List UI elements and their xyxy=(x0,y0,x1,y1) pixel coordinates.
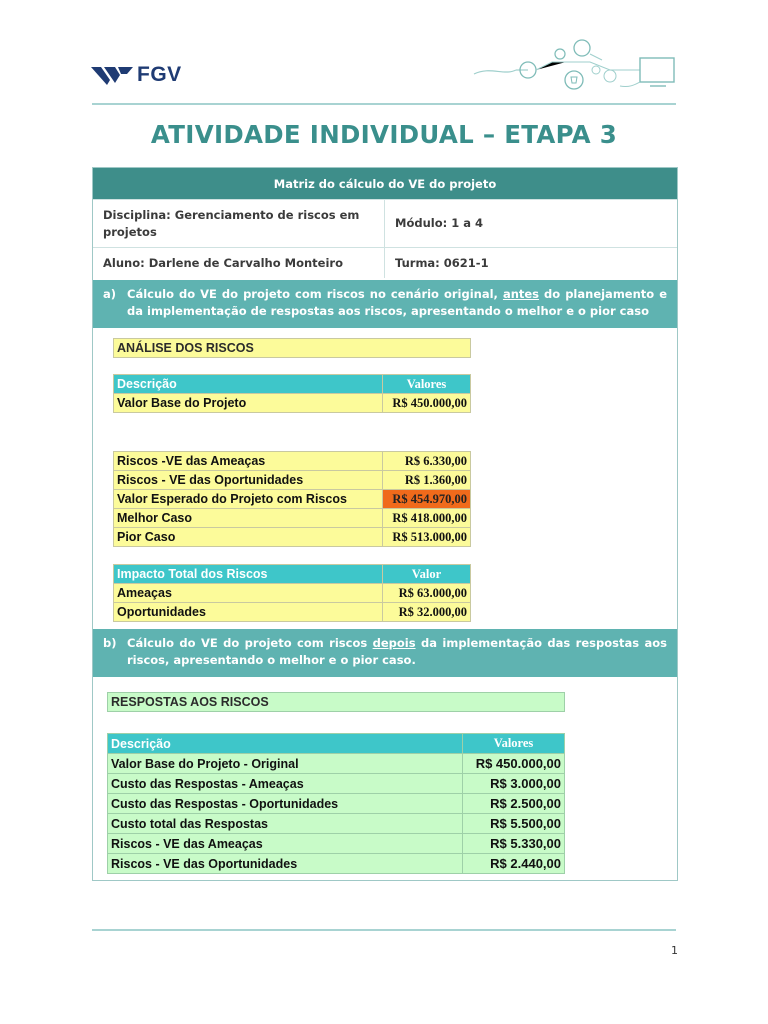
row-value: R$ 418.000,00 xyxy=(383,509,471,528)
row-description: Valor Base do Projeto - Original xyxy=(108,754,463,774)
row-value: R$ 5.330,00 xyxy=(463,834,565,854)
footer-divider xyxy=(92,929,676,931)
responses-title: RESPOSTAS AOS RISCOS xyxy=(107,692,565,712)
row-value: R$ 1.360,00 xyxy=(383,471,471,490)
row-description: Riscos - VE das Ameaças xyxy=(108,834,463,854)
row-value: R$ 450.000,00 xyxy=(463,754,565,774)
row-description: Ameaças xyxy=(114,584,383,603)
table-header-row xyxy=(114,375,471,394)
row-description: Custo das Respostas - Oportunidades xyxy=(108,794,463,814)
row-value: R$ 63.000,00 xyxy=(383,584,471,603)
aluno-cell: Aluno: Darlene de Carvalho Monteiro xyxy=(93,248,385,278)
table-row xyxy=(114,603,471,622)
section-b-band xyxy=(93,629,677,677)
table-row xyxy=(114,509,471,528)
row-value: R$ 32.000,00 xyxy=(383,603,471,622)
table-row xyxy=(108,854,565,874)
header-description: Descrição xyxy=(114,375,383,394)
row-value: R$ 3.000,00 xyxy=(463,774,565,794)
page-title: ATIVIDADE INDIVIDUAL – ETAPA 3 xyxy=(150,120,618,149)
info-row-student xyxy=(93,247,677,278)
table-row xyxy=(114,471,471,490)
row-description: Valor Esperado do Projeto com Riscos xyxy=(114,490,383,509)
matrix-title: Matriz do cálculo do VE do projeto xyxy=(93,168,677,199)
modulo-cell: Módulo: 1 a 4 xyxy=(395,216,483,230)
row-value: R$ 450.000,00 xyxy=(383,394,471,413)
section-a-band xyxy=(93,280,677,328)
table-row xyxy=(108,834,565,854)
row-value: R$ 6.330,00 xyxy=(383,452,471,471)
disciplina-cell: Disciplina: Gerenciamento de riscos em projetos xyxy=(93,200,385,247)
fgv-logo-icon xyxy=(91,64,135,86)
header-description: Impacto Total dos Riscos xyxy=(114,565,383,584)
row-value: R$ 5.500,00 xyxy=(463,814,565,834)
fgv-logo xyxy=(91,64,182,86)
header-description: Descrição xyxy=(108,734,463,754)
logo-text: FGV xyxy=(137,63,182,86)
row-description: Riscos - VE das Oportunidades xyxy=(108,854,463,874)
table-row xyxy=(108,774,565,794)
table-row xyxy=(108,814,565,834)
row-description: Pior Caso xyxy=(114,528,383,547)
section-a-label: a) xyxy=(103,287,117,301)
table-row xyxy=(114,584,471,603)
table-row xyxy=(108,754,565,774)
section-b-text xyxy=(127,635,667,677)
base-value-table xyxy=(113,374,471,413)
row-description: Oportunidades xyxy=(114,603,383,622)
section-b-underlined: depois xyxy=(372,636,416,650)
row-description: Melhor Caso xyxy=(114,509,383,528)
row-description: Custo das Respostas - Ameaças xyxy=(108,774,463,794)
responses-table xyxy=(107,733,565,874)
section-a-text xyxy=(127,286,667,328)
section-b-text-part: da implementação das respostas aos riscos, apresentando o melhor e o pior caso. xyxy=(127,636,667,667)
table-row-highlighted xyxy=(114,490,471,509)
table-row xyxy=(114,528,471,547)
info-row-discipline xyxy=(93,199,677,247)
row-description: Custo total das Respostas xyxy=(108,814,463,834)
header-values: Valores xyxy=(463,734,565,754)
row-value-highlighted: R$ 454.970,00 xyxy=(383,490,471,509)
matrix-frame xyxy=(92,167,678,881)
table-row xyxy=(114,394,471,413)
row-value: R$ 2.500,00 xyxy=(463,794,565,814)
table-header-row xyxy=(114,565,471,584)
header-values: Valor xyxy=(383,565,471,584)
risk-values-table xyxy=(113,451,471,547)
header-values: Valores xyxy=(383,375,471,394)
section-b-label: b) xyxy=(103,636,117,650)
section-b-text-part: Cálculo do VE do projeto com riscos xyxy=(127,636,373,650)
table-row xyxy=(108,794,565,814)
turma-cell: Turma: 0621-1 xyxy=(395,255,489,270)
impact-table xyxy=(113,564,471,622)
row-value: R$ 513.000,00 xyxy=(383,528,471,547)
header-divider xyxy=(92,103,676,105)
page-number: 1 xyxy=(671,944,678,957)
section-a-text-part: Cálculo do VE do projeto com riscos no cenário original, xyxy=(127,287,503,301)
row-description: Valor Base do Projeto xyxy=(114,394,383,413)
section-a-underlined: antes xyxy=(502,287,540,301)
table-row xyxy=(114,452,471,471)
analysis-title: ANÁLISE DOS RISCOS xyxy=(113,338,471,358)
row-value: R$ 2.440,00 xyxy=(463,854,565,874)
table-header-row xyxy=(108,734,565,754)
row-description: Riscos -VE das Ameaças xyxy=(114,452,383,471)
row-description: Riscos - VE das Oportunidades xyxy=(114,471,383,490)
section-a-text-part: do planejamento e da implementação de respostas aos riscos, apresentando o melhor e o pior caso xyxy=(127,287,667,318)
tech-lines-illustration-icon xyxy=(470,36,680,94)
